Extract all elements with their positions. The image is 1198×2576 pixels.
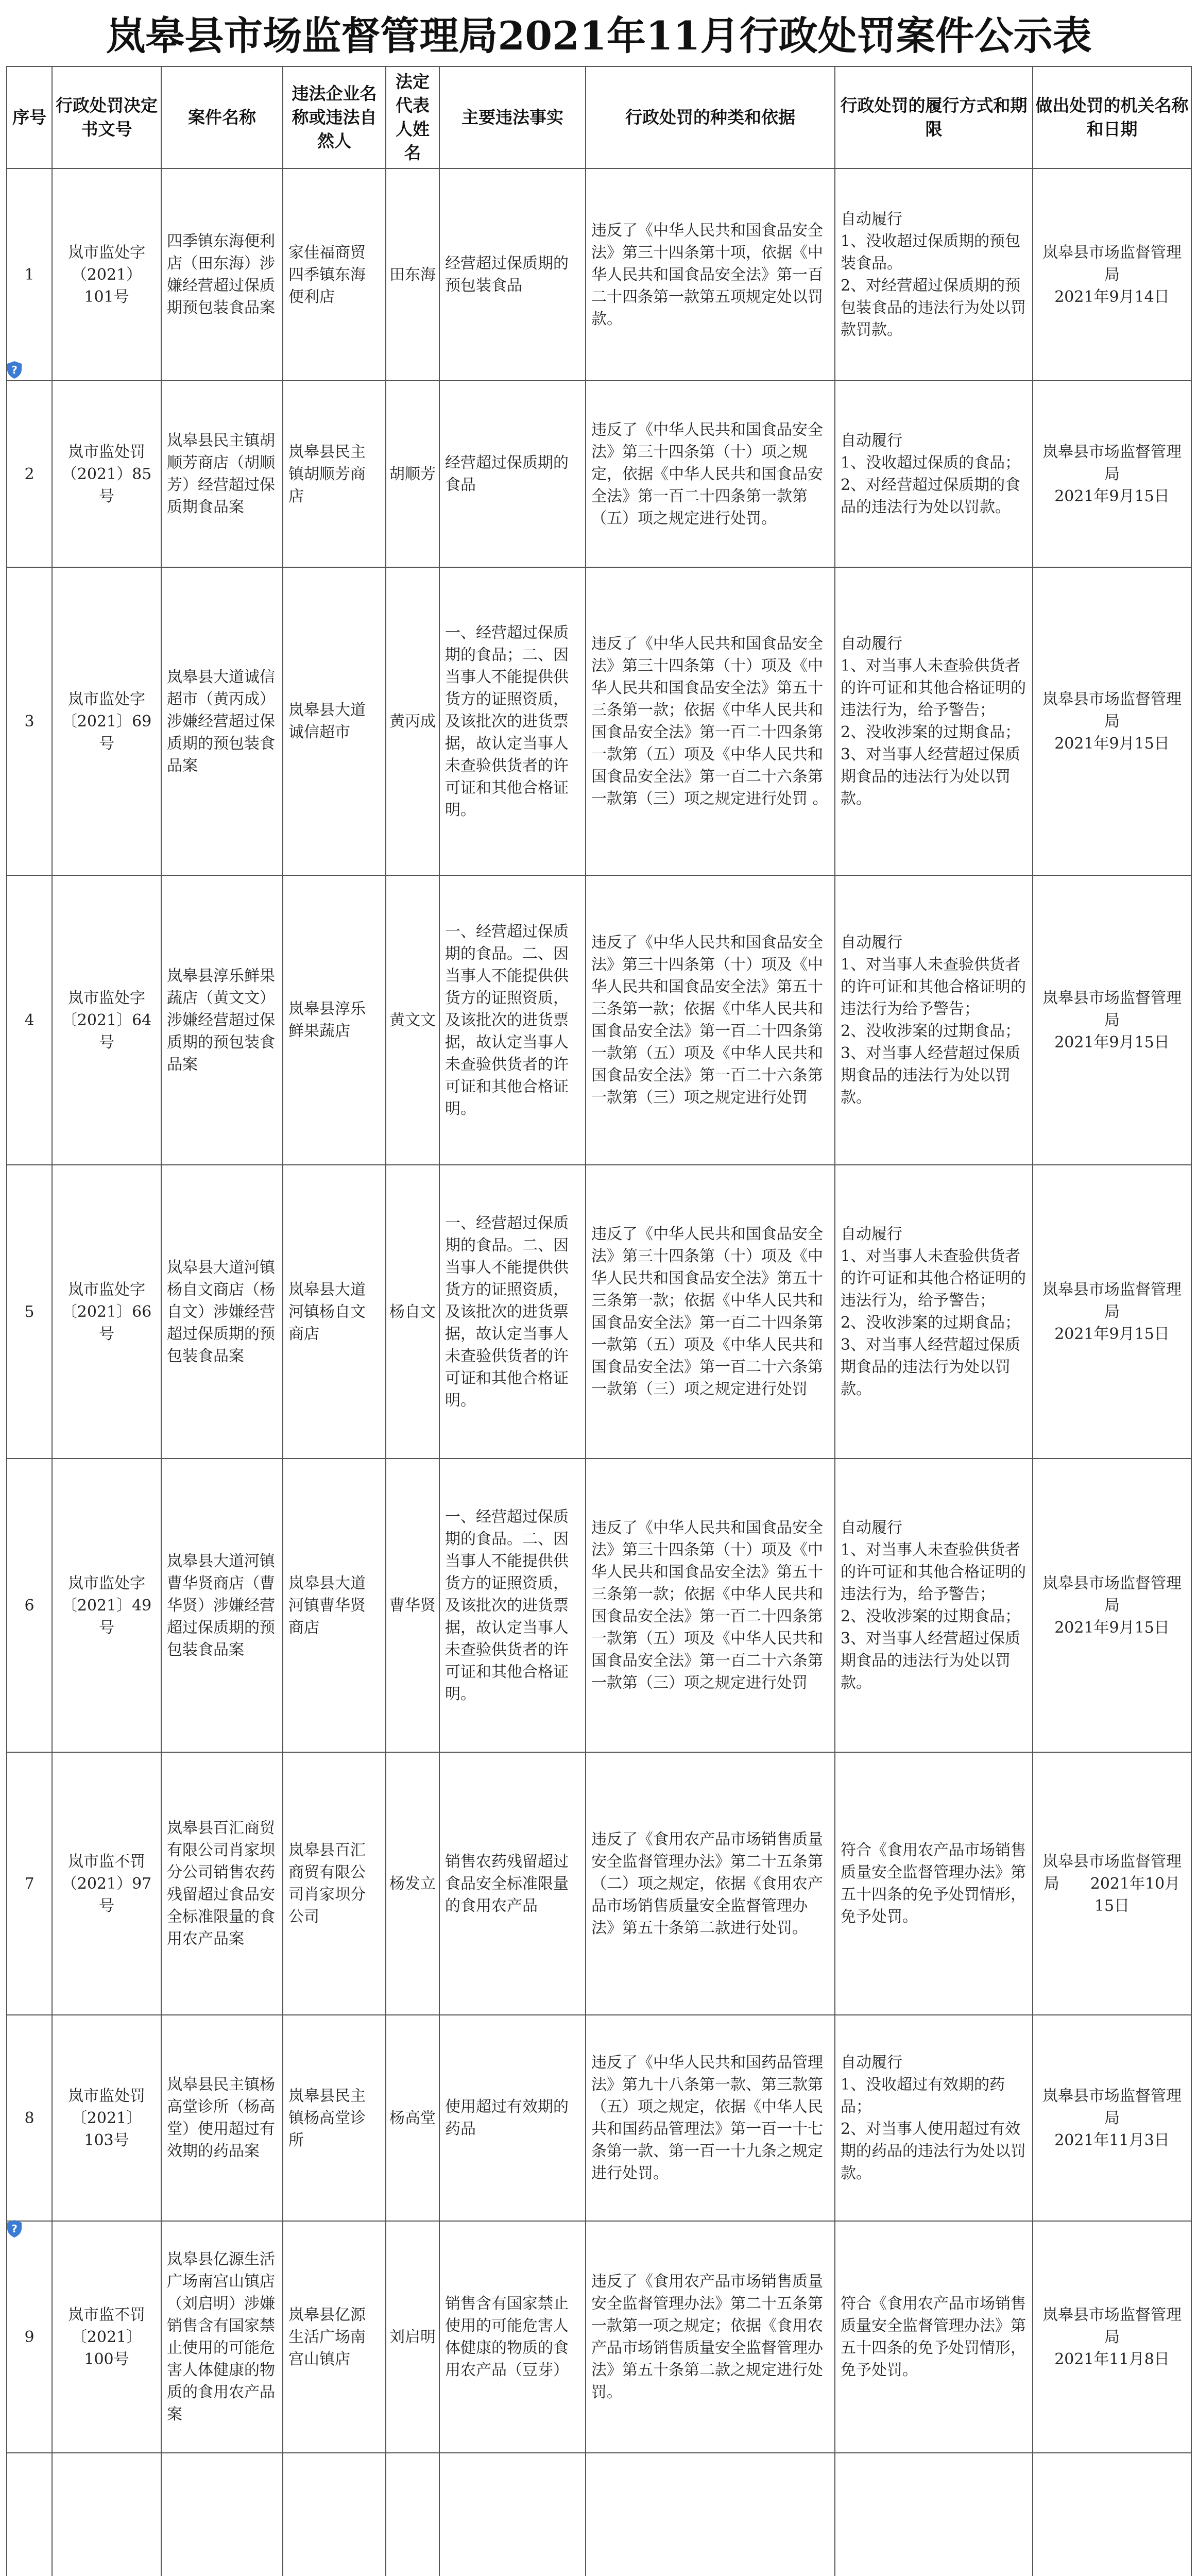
table-row	[7, 1752, 1191, 2015]
cell-fulfillment: 自动履行 1、对当事人未查验供货者的许可证和其他合格证明的违法行为，给予警告； 2、没收涉案的过期食品； 3、对当事人经营超过保质期食品的违法行为处以罚款。	[835, 567, 1033, 875]
empty-cell	[439, 2453, 586, 2576]
table-row	[7, 381, 1191, 567]
cell-fulfillment: 自动履行 1、没收超过有效期的药品； 2、对当事人使用超过有效期的药品的违法行为处以罚款。	[835, 2015, 1033, 2221]
cell-basis: 违反了《中华人民共和国食品安全法》第三十四条第（十）项及《中华人民共和国食品安全法》第五十三条第一款；依据《中华人民共和国食品安全法》第一百二十四条第一款第（五）项及《中华人民共和国食品安全法》第一百二十六条第一款第（三）项之规定进行处罚	[586, 1165, 835, 1459]
cell-authority-date: 岚皋县市场监督管理局 2021年11月8日	[1033, 2221, 1191, 2453]
cell-basis: 违反了《食用农产品市场销售质量安全监督管理办法》第二十五条第一款第一项之规定；依据《食用农产品市场销售质量安全监督管理办法》第五十条第二款之规定进行处罚。	[586, 2221, 835, 2453]
cell-fulfillment: 符合《食用农产品市场销售质量安全监督管理办法》第五十四条的免予处罚情形，免予处罚。	[835, 2221, 1033, 2453]
cell-case-name: 岚皋县百汇商贸有限公司肖家坝分公司销售农药残留超过食品安全标准限量的食用农产品案	[161, 1752, 283, 2015]
cell-case-name: 岚皋县亿源生活广场南宫山镇店（刘启明）涉嫌销售含有国家禁止使用的可能危害人体健康的物质的食用农产品案	[161, 2221, 283, 2453]
empty-cell	[283, 2453, 386, 2576]
cell-entity: 岚皋县民主镇胡顺芳商店	[283, 381, 386, 567]
table-row	[7, 567, 1191, 875]
cell-authority-date: 岚皋县市场监督管理局 2021年9月15日	[1033, 1459, 1191, 1752]
cell-fulfillment: 自动履行 1、没收超过保质的食品； 2、对经营超过保质期的食品的违法行为处以罚款。	[835, 381, 1033, 567]
cell-doc-number: 岚市监不罚〔2021〕100号	[52, 2221, 161, 2453]
cell-basis: 违反了《中华人民共和国食品安全法》第三十四条第十项，依据《中华人民共和国食品安全法》第一百二十四条第一款第五项规定处以罚款。	[586, 168, 835, 381]
table-row	[7, 875, 1191, 1165]
cell-basis: 违反了《中华人民共和国食品安全法》第三十四条第（十）项及《中华人民共和国食品安全法》第五十三条第一款；依据《中华人民共和国食品安全法》第一百二十四条第一款第（五）项及《中华人民共和国食品安全法》第一百二十六条第一款第（三）项之规定进行处罚	[586, 1459, 835, 1752]
cell-representative: 胡顺芳	[386, 381, 439, 567]
cell-no: 8	[7, 2015, 52, 2221]
cell-facts: 一、经营超过保质期的食品。二、因当事人不能提供供货方的证照资质，及该批次的进货票据，故认定当事人未查验供货者的许可证和其他合格证明。	[439, 1459, 586, 1752]
cell-basis: 违反了《中华人民共和国食品安全法》第三十四条第（十）项及《中华人民共和国食品安全法》第五十三条第一款；依据《中华人民共和国食品安全法》第一百二十四条第一款第（五）项及《中华人民共和国食品安全法》第一百二十六条第一款第（三）项之规定进行处罚 。	[586, 567, 835, 875]
svg-text:?: ?	[11, 364, 18, 376]
question-shield-icon[interactable]	[6, 2219, 23, 2238]
cell-representative: 黄丙成	[386, 567, 439, 875]
cell-basis: 违反了《食用农产品市场销售质量安全监督管理办法》第二十五条第（二）项之规定，依据《食用农产品市场销售质量安全监督管理办法》第五十条第二款进行处罚。	[586, 1752, 835, 2015]
cell-representative: 杨发立	[386, 1752, 439, 2015]
cell-authority-date: 岚皋县市场监督管理局 2021年10月15日	[1033, 1752, 1191, 2015]
cell-entity: 家佳福商贸四季镇东海便利店	[283, 168, 386, 381]
cell-representative: 黄文文	[386, 875, 439, 1165]
cell-doc-number: 岚市监处罚〔2021〕103号	[52, 2015, 161, 2221]
table-row	[7, 2015, 1191, 2221]
svg-text:?: ?	[11, 2223, 18, 2235]
empty-cell	[386, 2453, 439, 2576]
cell-no: 6	[7, 1459, 52, 1752]
cell-fulfillment: 符合《食用农产品市场销售质量安全监督管理办法》第五十四条的免予处罚情形，免予处罚。	[835, 1752, 1033, 2015]
cell-entity: 岚皋县亿源生活广场南宫山镇店	[283, 2221, 386, 2453]
empty-cell	[835, 2453, 1033, 2576]
table-row	[7, 1165, 1191, 1459]
header-row	[7, 66, 1191, 168]
page-title: 岚皋县市场监督管理局2021年11月行政处罚案件公示表	[106, 13, 1092, 59]
cell-fulfillment: 自动履行 1、对当事人未查验供货者的许可证和其他合格证明的违法行为，给予警告； 2、没收涉案的过期食品； 3、对当事人经营超过保质期食品的违法行为处以罚款。	[835, 1459, 1033, 1752]
cell-doc-number: 岚市监处罚（2021）85号	[52, 381, 161, 567]
cell-doc-number: 岚市监处字〔2021〕64号	[52, 875, 161, 1165]
table-row	[7, 1459, 1191, 1752]
cell-doc-number: 岚市监处字〔2021〕69号	[52, 567, 161, 875]
cell-entity: 岚皋县大道河镇曹华贤商店	[283, 1459, 386, 1752]
header-basis: 行政处罚的种类和依据	[586, 66, 835, 168]
cell-case-name: 岚皋县淳乐鲜果蔬店（黄文文）涉嫌经营超过保质期的预包装食品案	[161, 875, 283, 1165]
cell-doc-number: 岚市监不罚（2021）97号	[52, 1752, 161, 2015]
header-rep: 法定代表人姓名	[386, 66, 439, 168]
question-shield-icon-graphic	[6, 2219, 23, 2238]
cell-doc-number: 岚市监处字〔2021〕66号	[52, 1165, 161, 1459]
cell-no: 9	[7, 2221, 52, 2453]
cell-entity: 岚皋县民主镇杨高堂诊所	[283, 2015, 386, 2221]
cell-fulfillment: 自动履行 1、没收超过保质期的预包装食品。 2、对经营超过保质期的预包装食品的违法行为处以罚款罚款。	[835, 168, 1033, 381]
cell-facts: 经营超过保质期的预包装食品	[439, 168, 586, 381]
cell-case-name: 四季镇东海便利店（田东海）涉嫌经营超过保质期预包装食品案	[161, 168, 283, 381]
cell-authority-date: 岚皋县市场监督管理局 2021年9月15日	[1033, 875, 1191, 1165]
cell-facts: 销售含有国家禁止使用的可能危害人体健康的物质的食用农产品（豆芽）	[439, 2221, 586, 2453]
cell-no: 5	[7, 1165, 52, 1459]
empty-cell	[586, 2453, 835, 2576]
cell-entity: 岚皋县大道河镇杨自文商店	[283, 1165, 386, 1459]
cell-basis: 违反了《中华人民共和国食品安全法》第三十四条第（十）项及《中华人民共和国食品安全法》第五十三条第一款；依据《中华人民共和国食品安全法》第一百二十四条第一款第（五）项及《中华人民共和国食品安全法》第一百二十六条第一款第（三）项之规定进行处罚	[586, 875, 835, 1165]
header-entity: 违法企业名称或违法自然人	[283, 66, 386, 168]
cell-case-name: 岚皋县大道河镇杨自文商店（杨自文）涉嫌经营超过保质期的预包装食品案	[161, 1165, 283, 1459]
cell-facts: 一、经营超过保质期的食品；二、因当事人不能提供供货方的证照资质，及该批次的进货票据，故认定当事人未查验供货者的许可证和其他合格证明。	[439, 567, 586, 875]
cell-no: 7	[7, 1752, 52, 2015]
cell-basis: 违反了《中华人民共和国食品安全法》第三十四条第（十）项之规定，依据《中华人民共和国食品安全法》第一百二十四条第一款第（五）项之规定进行处罚。	[586, 381, 835, 567]
header-facts: 主要违法事实	[439, 66, 586, 168]
question-shield-icon[interactable]	[6, 361, 23, 379]
cell-facts: 经营超过保质期的食品	[439, 381, 586, 567]
cell-representative: 刘启明	[386, 2221, 439, 2453]
cell-representative: 杨高堂	[386, 2015, 439, 2221]
header-no: 序号	[7, 66, 52, 168]
cell-no: 3	[7, 567, 52, 875]
cell-case-name: 岚皋县大道诚信超市（黄丙成）涉嫌经营超过保质期的预包装食品案	[161, 567, 283, 875]
cell-authority-date: 岚皋县市场监督管理局 2021年9月15日	[1033, 381, 1191, 567]
cell-case-name: 岚皋县民主镇杨高堂诊所（杨高堂）使用超过有效期的药品案	[161, 2015, 283, 2221]
cell-fulfillment: 自动履行 1、对当事人未查验供货者的许可证和其他合格证明的违法行为给予警告； 2、没收涉案的过期食品； 3、对当事人经营超过保质期食品的违法行为处以罚款。	[835, 875, 1033, 1165]
header-fulfill: 行政处罚的履行方式和期限	[835, 66, 1033, 168]
header-case: 案件名称	[161, 66, 283, 168]
table-row	[7, 2221, 1191, 2453]
cell-authority-date: 岚皋县市场监督管理局 2021年11月3日	[1033, 2015, 1191, 2221]
cell-authority-date: 岚皋县市场监督管理局 2021年9月14日	[1033, 168, 1191, 381]
cell-entity: 岚皋县淳乐鲜果蔬店	[283, 875, 386, 1165]
empty-cell	[161, 2453, 283, 2576]
cell-doc-number: 岚市监处字〔2021〕49号	[52, 1459, 161, 1752]
cell-facts: 一、经营超过保质期的食品。二、因当事人不能提供供货方的证照资质，及该批次的进货票据，故认定当事人未查验供货者的许可证和其他合格证明。	[439, 875, 586, 1165]
cell-authority-date: 岚皋县市场监督管理局 2021年9月15日	[1033, 567, 1191, 875]
table-row	[7, 168, 1191, 381]
question-shield-icon-graphic	[6, 361, 23, 379]
empty-row	[7, 2453, 1191, 2576]
cell-fulfillment: 自动履行 1、对当事人未查验供货者的许可证和其他合格证明的违法行为，给予警告； 2、没收涉案的过期食品； 3、对当事人经营超过保质期食品的违法行为处以罚款。	[835, 1165, 1033, 1459]
cell-no: 4	[7, 875, 52, 1165]
header-org: 做出处罚的机关名称和日期	[1033, 66, 1191, 168]
cell-doc-number: 岚市监处字（2021）101号	[52, 168, 161, 381]
cell-authority-date: 岚皋县市场监督管理局 2021年9月15日	[1033, 1165, 1191, 1459]
cell-entity: 岚皋县大道诚信超市	[283, 567, 386, 875]
cell-representative: 曹华贤	[386, 1459, 439, 1752]
cell-representative: 杨自文	[386, 1165, 439, 1459]
cell-no: 1	[7, 168, 52, 381]
empty-cell	[7, 2453, 52, 2576]
header-doc: 行政处罚决定书文号	[52, 66, 161, 168]
cell-representative: 田东海	[386, 168, 439, 381]
cell-entity: 岚皋县百汇商贸有限公司肖家坝分公司	[283, 1752, 386, 2015]
cell-facts: 销售农药残留超过食品安全标准限量的食用农产品	[439, 1752, 586, 2015]
cell-facts: 一、经营超过保质期的食品。二、因当事人不能提供供货方的证照资质，及该批次的进货票据，故认定当事人未查验供货者的许可证和其他合格证明。	[439, 1165, 586, 1459]
empty-cell	[1033, 2453, 1191, 2576]
cell-basis: 违反了《中华人民共和国药品管理法》第九十八条第一款、第三款第（五）项之规定，依据《中华人民共和国药品管理法》第一百一十七条第一款、第一百一十九条之规定进行处罚。	[586, 2015, 835, 2221]
penalty-table	[6, 66, 1192, 2576]
cell-no: 2	[7, 381, 52, 567]
cell-facts: 使用超过有效期的药品	[439, 2015, 586, 2221]
cell-case-name: 岚皋县大道河镇曹华贤商店（曹华贤）涉嫌经营超过保质期的预包装食品案	[161, 1459, 283, 1752]
cell-case-name: 岚皋县民主镇胡顺芳商店（胡顺芳）经营超过保质期食品案	[161, 381, 283, 567]
empty-cell	[52, 2453, 161, 2576]
